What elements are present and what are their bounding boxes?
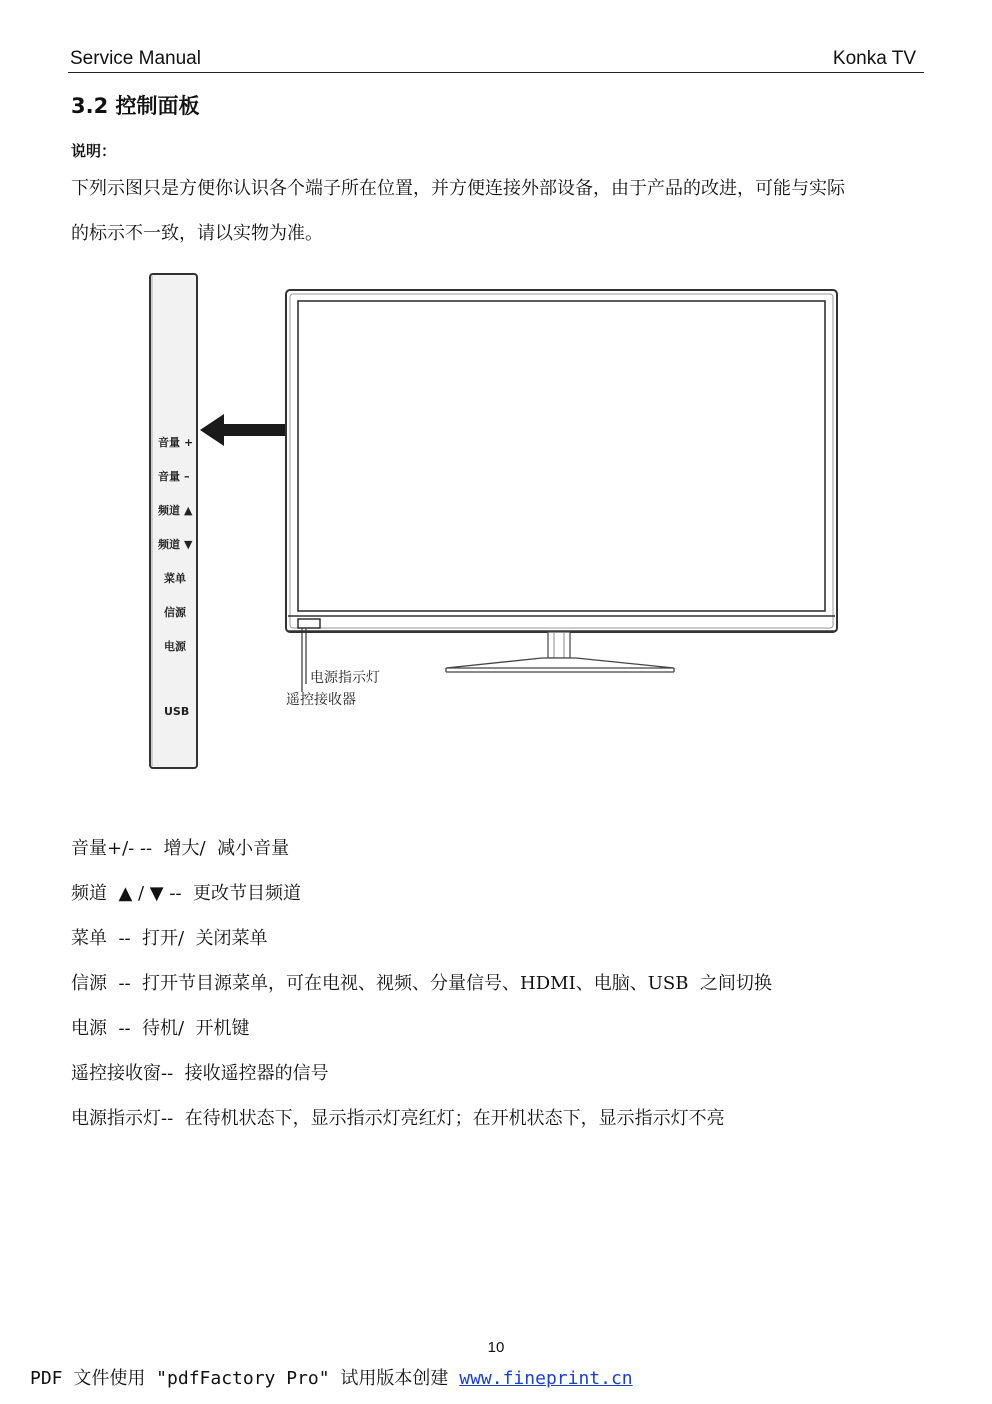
panel-button-label: 频道	[158, 504, 180, 517]
header-left: Service Manual	[70, 48, 201, 69]
description-line: 信源 -- 打开节目源菜单，可在电视、视频、分量信号、HDMI、电脑、USB 之间切换	[71, 973, 772, 994]
panel-button-label: 信源	[164, 606, 186, 619]
panel-button-mark: ▼	[184, 538, 193, 551]
panel-button-mark: ▲	[184, 504, 193, 517]
description-line: 电源 -- 待机/ 开机键	[71, 1018, 250, 1039]
panel-button-mark: +	[184, 436, 194, 449]
page-number: 10	[487, 1339, 505, 1356]
description-line: 音量+/- -- 增大/ 减小音量	[71, 838, 290, 859]
note-line-1: 下列示图只是方便你认识各个端子所在位置，并方便连接外部设备，由于产品的改进，可能与实际	[71, 178, 845, 199]
arrow-icon	[200, 414, 286, 446]
header-right: Konka TV	[832, 48, 916, 69]
header-rule	[68, 72, 924, 73]
description-line: 菜单 -- 打开/ 关闭菜单	[71, 928, 268, 949]
footer-text: PDF 文件使用 "pdfFactory Pro" 试用版本创建	[30, 1368, 460, 1389]
panel-button-mark: –	[184, 470, 190, 483]
callout-ir-receiver: 遥控接收器	[286, 692, 356, 708]
panel-button-label: USB	[164, 705, 190, 718]
section-title: 3.2 控制面板	[71, 94, 200, 118]
footer	[30, 1364, 633, 1390]
footer-link[interactable]: www.fineprint.cn	[459, 1368, 633, 1389]
description-line: 电源指示灯-- 在待机状态下，显示指示灯亮红灯；在开机状态下，显示指示灯不亮	[71, 1108, 725, 1129]
description-line: 频道 ▲ / ▼ -- 更改节目频道	[71, 883, 301, 904]
panel-button-label: 电源	[164, 640, 186, 653]
description-line: 遥控接收窗-- 接收遥控器的信号	[71, 1063, 329, 1084]
panel-button-label: 菜单	[164, 572, 186, 585]
tv-stand-base	[446, 658, 674, 668]
panel-button-label: 音量	[158, 436, 180, 449]
tv-screen	[298, 301, 825, 611]
panel-button-label: 频道	[158, 538, 180, 551]
callout-power-led: 电源指示灯	[310, 670, 380, 686]
note-label: 说明：	[71, 142, 117, 160]
control-panel-figure	[140, 266, 850, 778]
ir-receiver-window	[298, 619, 320, 628]
note-line-2: 的标示不一致，请以实物为准。	[71, 223, 323, 244]
panel-button-label: 音量	[158, 470, 180, 483]
tv-stand-neck	[548, 632, 570, 658]
side-panel	[150, 274, 197, 768]
